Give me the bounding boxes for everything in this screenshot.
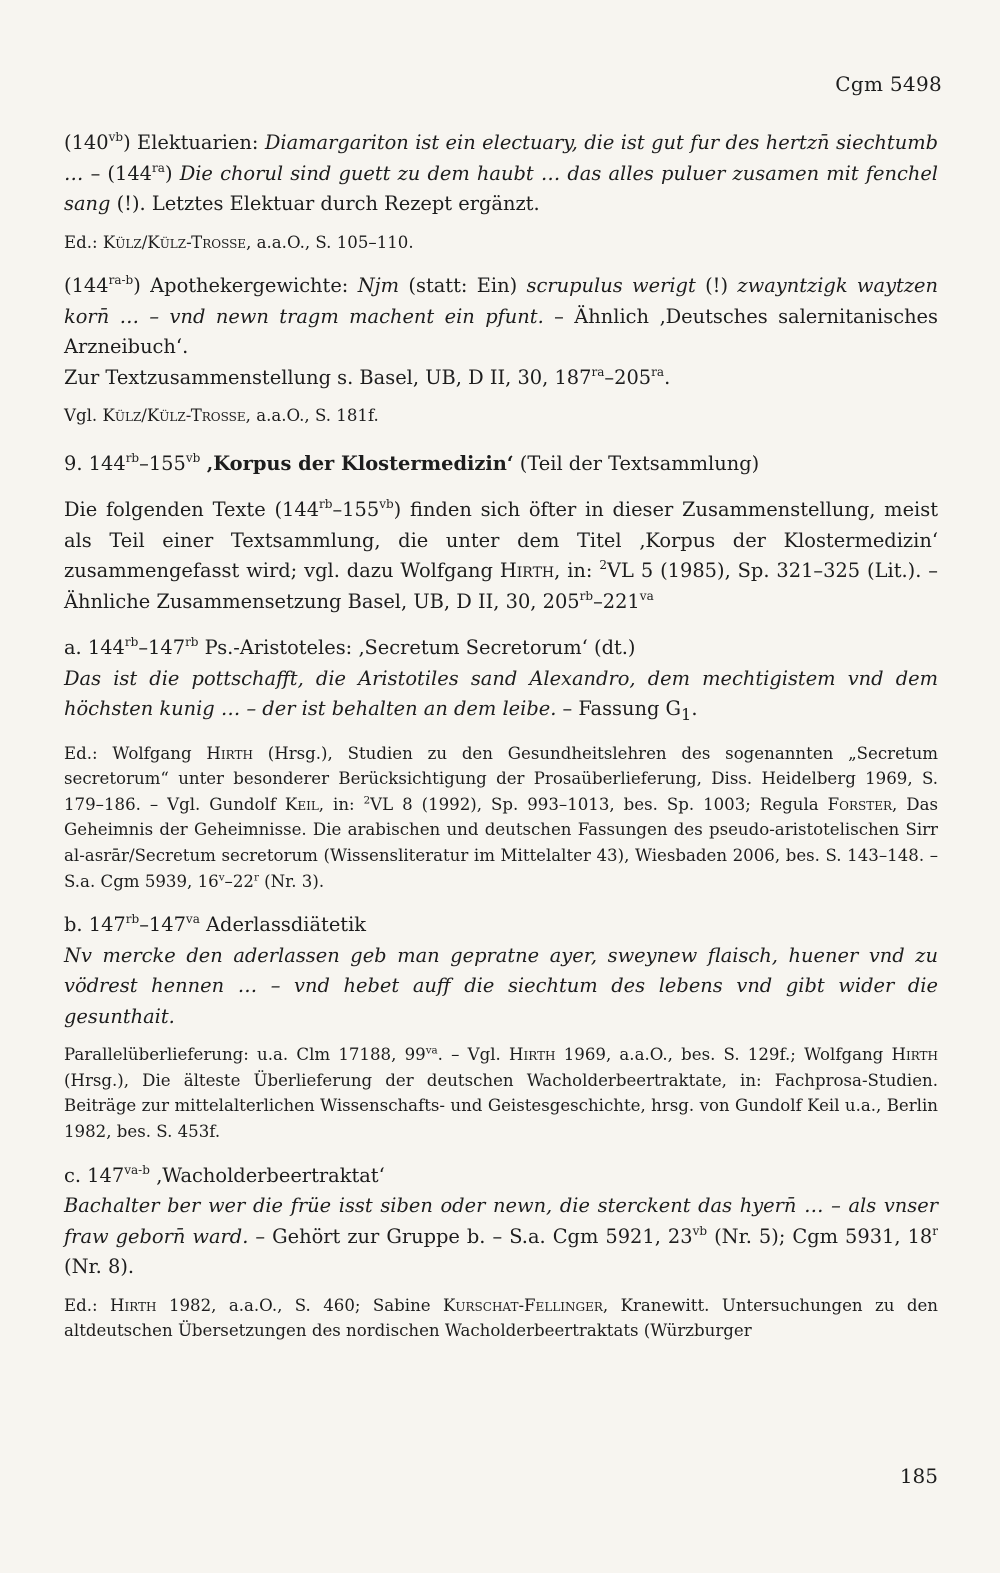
subsection-b-heading: [64, 910, 938, 941]
text: (Nr. 8).: [64, 1255, 135, 1278]
explicit: Die chorul sind guett zu dem haubt … das alles puluer zusamen mit fenchel sang: [64, 161, 938, 215]
author-name: Hirth: [206, 743, 253, 763]
folio-sup: ra: [651, 364, 665, 379]
text: . – Vgl.: [437, 1045, 509, 1065]
text: –155: [332, 498, 380, 522]
text: –155: [139, 451, 186, 475]
page-number: 185: [899, 1464, 938, 1488]
subsection-c-heading: [64, 1161, 938, 1192]
folio-sup: ra: [152, 160, 165, 175]
subsection-c-text: [64, 1191, 938, 1283]
text: –147: [139, 913, 186, 937]
textzusammenstellung-line: [64, 363, 938, 394]
text: (140: [64, 131, 109, 154]
text: (Nr. 5); Cgm 5931, 18: [707, 1224, 933, 1248]
text: Aderlassdiätetik: [199, 913, 367, 937]
folio-sup: rb: [125, 912, 140, 927]
text: , in:: [554, 559, 600, 583]
running-header: Cgm 5498: [835, 72, 942, 96]
folio-sup: rb: [124, 635, 139, 650]
subsection-a-note: [64, 741, 938, 895]
text: – Fassung G: [556, 697, 682, 721]
text: Ed.:: [64, 232, 103, 252]
text: –147: [138, 636, 186, 660]
folio-sup: vb: [108, 130, 124, 145]
text: 1982, a.a.O., S. 460; Sabine: [156, 1295, 444, 1315]
subsection-b-note: [64, 1042, 938, 1144]
folio-sup: r: [253, 870, 259, 883]
text: c. 147: [64, 1163, 125, 1187]
text: – Gehört zur Gruppe b. – S.a. Cgm 5921, 23: [248, 1224, 693, 1248]
author-name: Hirth: [509, 1045, 556, 1065]
text: – (144: [90, 161, 153, 185]
author-name: Hirth: [110, 1295, 157, 1315]
incipit: Nv mercke den aderlassen geb man gepratne ayer, sweynew flaisch, huener vnd zu vödrest hennen … – vnd hebet auff die siechtum des lebens vnd gibt wider die gesunthait.: [64, 943, 938, 1028]
edition-sup: 2: [599, 558, 608, 573]
folio-sup: ra: [591, 364, 605, 379]
text: Ed.: Wolfgang: [64, 743, 207, 763]
text: (!): [695, 274, 738, 298]
text: –22: [224, 871, 254, 891]
text: Parallelüberlieferung: u.a. Clm 17188, 99: [64, 1045, 426, 1065]
incipit: Bachalter ber wer die früe isst siben oder newn, die sterckent das hyern̄ … – als vnser fraw geborn̄ ward.: [64, 1194, 938, 1248]
author-name: Hirth: [499, 559, 555, 583]
section-title: ‚Korpus der Klostermedizin‘: [206, 451, 514, 475]
text: , in:: [318, 794, 364, 814]
text: VL 5 (1985), Sp. 321–325 (Lit.). – Ähnliche Zusammensetzung Basel, UB, D II, 30, 205: [64, 559, 939, 613]
text: ) finden sich öfter in dieser Zusammenstellung, meist als Teil einer Textsammlung, die unter dem Titel ‚Korpus der Klostermedizin‘ zusammengefasst wird; vgl. dazu Wolfgang: [64, 498, 938, 583]
subsection-a-text: [64, 664, 938, 731]
text: , Das Geheimnis der Geheimnisse. Die arabischen und deutschen Fassungen des pseudo-aristotelischen Sirr al-asrār/Secretum secretorum (Wissensliteratur im Mittelalter 43), Wiesbaden 2006, bes. S. 143–148. – S.a. Cgm 5939, 16: [64, 794, 938, 891]
text: .: [691, 697, 698, 721]
text: –221: [593, 589, 640, 613]
text: (Teil der Textsammlung): [513, 451, 760, 475]
incipit: Diamargariton ist ein electuary, die ist gut fur des hertzn̄ siechtumb …: [64, 131, 938, 185]
comparison-note: [64, 403, 938, 429]
text: a. 144: [64, 636, 125, 660]
subsection-c-note: [64, 1293, 938, 1344]
text: ‚Wacholderbeertraktat‘: [149, 1163, 385, 1187]
section-9-heading: [64, 449, 938, 480]
folio-sup: rb: [125, 450, 140, 465]
author-name: Kurschat-Fellinger: [443, 1295, 603, 1315]
edition-sup: 2: [363, 794, 371, 807]
text: Die folgenden Texte (144: [64, 498, 320, 522]
incipit: Njm: [357, 274, 400, 298]
edition-note: [64, 230, 938, 256]
folio-sup: ra-b: [108, 273, 134, 288]
folio-sup: r: [932, 1223, 938, 1238]
author-name: Forster: [827, 794, 893, 814]
text: –205: [604, 365, 652, 389]
text: (Nr. 3).: [258, 871, 325, 891]
incipit: Das ist die pottschafft, die Aristotiles sand Alexandro, dem mechtigistem vnd dem höchsten kunig … – der ist behalten an dem leibe.: [64, 666, 938, 721]
folio-sup: v: [218, 870, 225, 883]
incipit: scrupulus werigt: [526, 274, 696, 298]
text: Ed.:: [64, 1295, 111, 1315]
text: 1969, a.a.O., bes. S. 129f.; Wolfgang: [555, 1045, 892, 1065]
subsection-a-heading: [64, 633, 938, 664]
folio-sup: rb: [579, 588, 594, 603]
explicit: zwayntzigk waytzen korn̄ … – vnd newn tragm machent ein pfunt.: [64, 274, 938, 328]
text: (statt: Ein): [399, 274, 527, 298]
folio-sup: va: [639, 588, 654, 603]
text: – Ähnlich ‚Deutsches salernitanisches Arzneibuch‘.: [64, 304, 938, 359]
text: Ps.-Aristoteles: ‚Secretum Secretorum‘ (dt.): [198, 636, 636, 660]
text: , a.a.O., S. 105–110.: [246, 232, 414, 252]
folio-sup: va: [185, 912, 200, 927]
text: (!). Letztes Elektuar durch Rezept ergänzt.: [110, 192, 540, 215]
text: (Hrsg.), Studien zu den Gesundheitslehren des sogenannten „Secretum secretorum“ unter besonderer Berücksichtigung der Prosaüberlieferung, Diss. Heidelberg 1969, S. 179–186. – Vgl. Gundolf: [64, 743, 938, 814]
folio-sup: va: [425, 1044, 438, 1057]
text: .: [664, 365, 671, 389]
text: VL 8 (1992), Sp. 993–1013, bes. Sp. 1003; Regula: [370, 794, 828, 814]
folio-sup: va-b: [124, 1162, 150, 1177]
section-9-intro: [64, 495, 938, 617]
subsection-b-text: [64, 941, 938, 1033]
text: (Hrsg.), Die älteste Überlieferung der deutschen Wacholderbeertraktate, in: Fachprosa-Studien. Beiträge zur mittelalterlichen Wissenschafts- und Geistesgeschichte, hrsg. von Gundolf Keil u.a., Berlin 1982, bes. S. 453f.: [64, 1070, 938, 1141]
text: b. 147: [64, 913, 126, 937]
text: ) Apothekergewichte:: [133, 274, 358, 298]
author-name: Hirth: [891, 1045, 938, 1065]
folio-sup: vb: [379, 497, 394, 512]
text: Vgl.: [64, 406, 103, 426]
author-name: Külz/Külz-Trosse: [102, 406, 246, 426]
text: ) Elektuarien:: [123, 131, 265, 154]
text: ): [164, 161, 180, 185]
text: , Kranewitt. Untersuchungen zu den altdeutschen Übersetzungen des nordischen Wacholderbeertraktats (Würzburger: [64, 1295, 938, 1341]
text: 9. 144: [64, 451, 126, 475]
folio-sup: vb: [692, 1223, 708, 1238]
folio-sup: rb: [185, 635, 199, 650]
subscript: 1: [681, 705, 692, 725]
text: , a.a.O., S. 181f.: [245, 406, 379, 426]
text: (144: [64, 274, 109, 298]
page-content: [64, 128, 938, 1344]
text: Zur Textzusammenstellung s. Basel, UB, D II, 30, 187: [64, 365, 592, 389]
folio-sup: rb: [319, 497, 333, 512]
entry-elektuarien: [64, 128, 938, 220]
folio-sup: vb: [185, 450, 201, 465]
author-name: Külz/Külz-Trosse: [102, 232, 247, 252]
author-name: Keil: [284, 794, 319, 814]
entry-apothekergewichte: [64, 271, 938, 363]
